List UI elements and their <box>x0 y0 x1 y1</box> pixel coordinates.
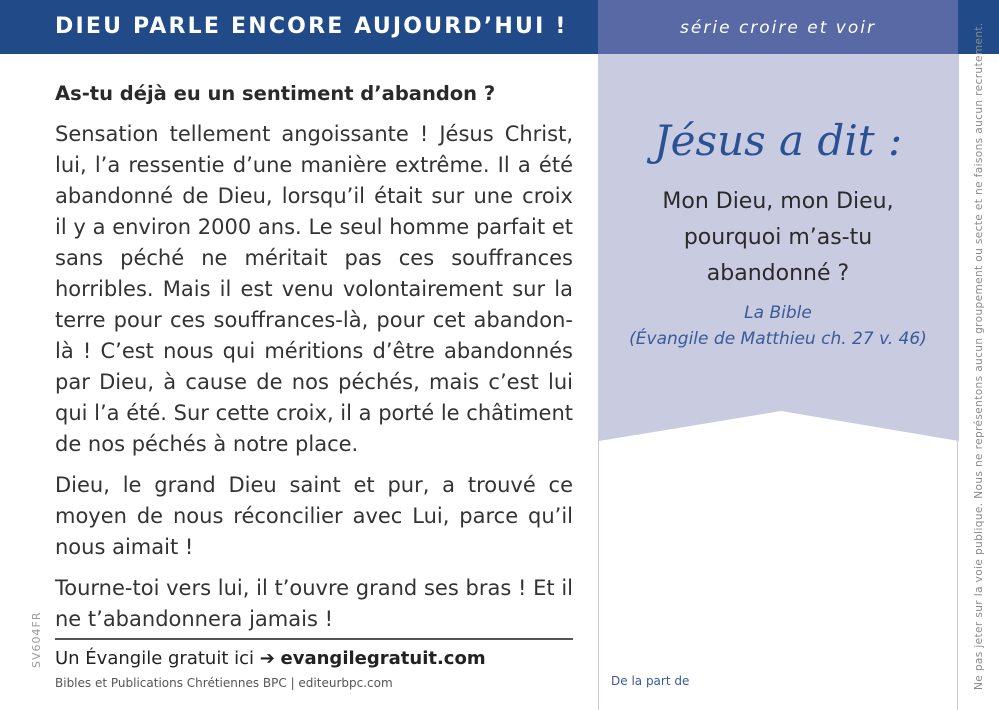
series-band <box>598 0 958 54</box>
question-heading: As-tu déjà eu un sentiment d’abandon ? <box>55 82 496 105</box>
paragraph: Tourne-toi vers lui, il t’ouvre grand ses bras ! Et il ne t’abandonnera jamais ! <box>55 576 573 631</box>
publisher: Bibles et Publications Chrétiennes BPC | editeurbpc.com <box>55 676 393 690</box>
quote-line: abandonné ? <box>706 261 850 286</box>
evangile-link[interactable]: evangilegratuit.com <box>280 648 486 669</box>
main-text <box>55 82 573 645</box>
series-label: série croire et voir <box>680 18 876 38</box>
source-line: La Bible <box>744 303 812 323</box>
evangile-line <box>55 648 486 669</box>
legal-notice: Ne pas jeter sur la voie publique. Nous ne représentons aucun groupement ou secte et ne faisons aucun recrutement. <box>973 22 985 690</box>
bible-quote <box>599 184 957 292</box>
evangile-text: Un Évangile gratuit ici ➔ <box>55 648 281 669</box>
quote-source <box>599 300 957 352</box>
quote-line: pourquoi m’as-tu <box>683 225 873 250</box>
paragraph: Sensation tellement angoissante ! Jésus Christ, lui, l’a ressentie d’une manière extrême. Il a été abandonné de Dieu, lorsqu’il était sur une croix il y a environ 2000 ans. Le seul homme parfait et sans péché ne méritait pas ces souffrances horribles. Mais il est venu volontairement sur la terre pour ces souffrances-là, pour cet abandon-là ! C’est nous qui méritions d’être abandonnés par Dieu, à cause de nos péchés, mais c’est lui qui l’a été. Sur cette croix, il a porté le châtiment de nos péchés à notre place. <box>55 122 573 456</box>
header-band <box>0 0 598 54</box>
paragraph: Dieu, le grand Dieu saint et pur, a trouvé ce moyen de nous réconcilier avec Lui, parce qu’il nous aimait ! <box>55 473 573 559</box>
product-code: SV604FR <box>30 611 43 668</box>
quote-line: Mon Dieu, mon Dieu, <box>662 189 894 214</box>
source-line: (Évangile de Matthieu ch. 27 v. 46) <box>629 329 927 349</box>
from-label: De la part de <box>611 674 690 688</box>
quote-panel <box>598 54 958 710</box>
divider <box>55 638 573 640</box>
page-title: DIEU PARLE ENCORE AUJOURD’HUI ! <box>55 14 568 39</box>
jesus-said-heading: Jésus a dit : <box>653 116 903 165</box>
